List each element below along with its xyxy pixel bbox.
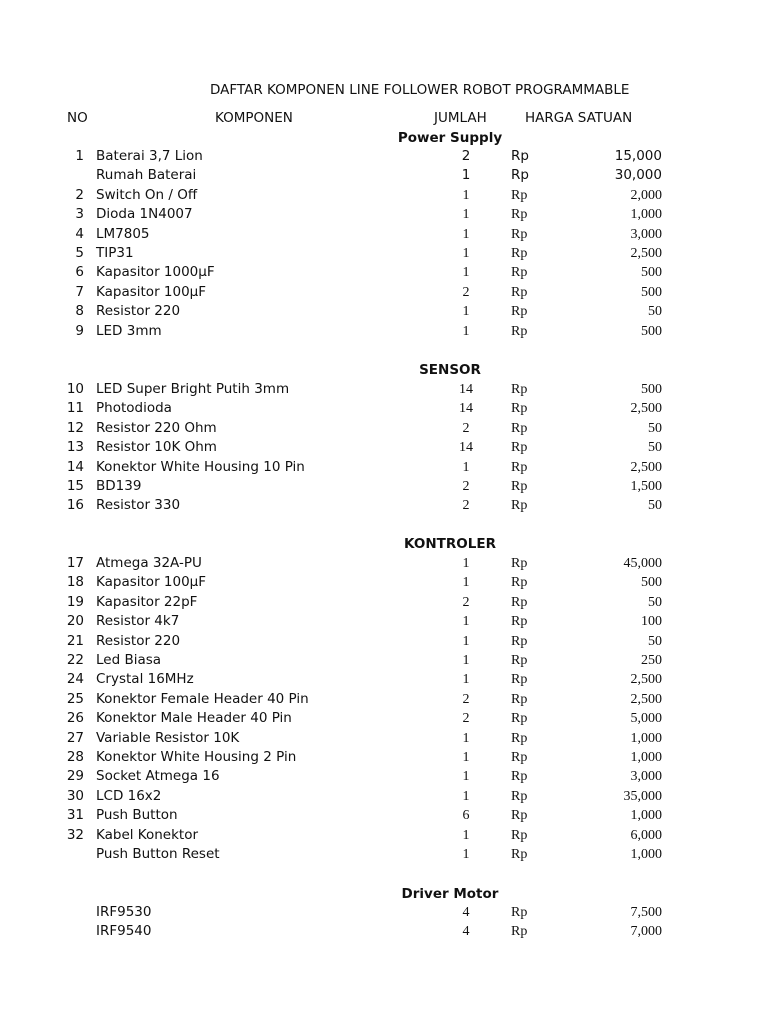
quantity: 1 bbox=[462, 575, 470, 591]
row-number: 2 bbox=[75, 186, 84, 203]
unit-price: 1,000 bbox=[630, 808, 662, 824]
table-row bbox=[0, 670, 768, 689]
table-row bbox=[0, 380, 768, 399]
row-number: 4 bbox=[75, 225, 84, 242]
unit-price: 100 bbox=[641, 614, 662, 630]
component-name: IRF9530 bbox=[96, 904, 152, 920]
unit-price: 500 bbox=[641, 323, 662, 339]
quantity: 1 bbox=[462, 226, 470, 242]
header-no: NO bbox=[67, 110, 88, 126]
currency: Rp bbox=[511, 653, 528, 668]
row-number: 15 bbox=[66, 478, 84, 494]
currency: Rp bbox=[511, 479, 528, 494]
component-name: LM7805 bbox=[96, 225, 150, 242]
unit-price: 50 bbox=[648, 594, 662, 610]
quantity: 2 bbox=[462, 691, 470, 707]
component-name: Socket Atmega 16 bbox=[96, 768, 220, 785]
table-row bbox=[0, 458, 768, 477]
component-name: Atmega 32A-PU bbox=[96, 555, 202, 571]
unit-price: 500 bbox=[641, 265, 662, 281]
currency: Rp bbox=[511, 187, 528, 203]
component-name: Crystal 16MHz bbox=[96, 671, 194, 688]
table-row bbox=[0, 477, 768, 496]
currency: Rp bbox=[511, 148, 529, 164]
quantity: 2 bbox=[462, 479, 470, 494]
unit-price: 2,000 bbox=[630, 187, 662, 203]
row-number: 1 bbox=[75, 148, 84, 164]
currency: Rp bbox=[511, 594, 528, 610]
row-number: 16 bbox=[66, 497, 84, 514]
quantity: 1 bbox=[462, 750, 470, 765]
unit-price: 2,500 bbox=[630, 459, 662, 475]
unit-price: 1,500 bbox=[630, 479, 662, 494]
unit-price: 35,000 bbox=[623, 788, 662, 804]
table-row bbox=[0, 806, 768, 825]
table-row bbox=[0, 826, 768, 845]
quantity: 2 bbox=[462, 594, 470, 610]
quantity: 1 bbox=[462, 672, 470, 688]
component-name: Photodioda bbox=[96, 400, 172, 417]
currency: Rp bbox=[511, 265, 528, 281]
table-row bbox=[0, 399, 768, 418]
component-name: Resistor 4k7 bbox=[96, 613, 180, 630]
row-number: 5 bbox=[75, 245, 84, 261]
table-row bbox=[0, 322, 768, 341]
quantity: 1 bbox=[462, 187, 470, 203]
section-heading bbox=[0, 360, 768, 380]
component-name: Push Button bbox=[96, 807, 178, 824]
currency: Rp bbox=[511, 730, 528, 746]
currency: Rp bbox=[511, 847, 528, 862]
quantity: 2 bbox=[461, 148, 471, 164]
section-title: Driver Motor bbox=[401, 886, 499, 902]
quantity: 1 bbox=[462, 847, 470, 862]
row-number: 32 bbox=[66, 826, 84, 843]
table-row bbox=[0, 748, 768, 767]
quantity: 1 bbox=[462, 323, 470, 339]
table-row bbox=[0, 147, 768, 166]
row-number: 9 bbox=[75, 322, 84, 339]
table-row bbox=[0, 186, 768, 205]
currency: Rp bbox=[511, 401, 528, 417]
unit-price: 50 bbox=[648, 498, 662, 514]
table-row bbox=[0, 922, 768, 941]
section-title: Power Supply bbox=[397, 130, 503, 146]
table-row bbox=[0, 302, 768, 321]
currency: Rp bbox=[511, 575, 528, 591]
table-row bbox=[0, 225, 768, 244]
unit-price: 2,500 bbox=[630, 401, 662, 417]
quantity: 1 bbox=[462, 788, 470, 804]
component-name: Resistor 330 bbox=[96, 497, 181, 514]
table-row bbox=[0, 632, 768, 651]
unit-price: 7,500 bbox=[630, 905, 662, 920]
quantity: 4 bbox=[462, 924, 470, 940]
row-number: 8 bbox=[75, 303, 84, 320]
table-row bbox=[0, 651, 768, 670]
component-name: Kapasitor 1000µF bbox=[96, 264, 215, 281]
unit-price: 1,000 bbox=[630, 847, 662, 862]
currency: Rp bbox=[511, 924, 528, 940]
unit-price: 500 bbox=[641, 284, 662, 300]
row-number: 14 bbox=[66, 458, 84, 475]
unit-price: 2,500 bbox=[630, 691, 662, 707]
currency: Rp bbox=[511, 284, 528, 300]
table-row bbox=[0, 845, 768, 864]
row-number: 30 bbox=[66, 787, 84, 804]
quantity: 2 bbox=[462, 498, 470, 514]
currency: Rp bbox=[511, 498, 528, 514]
row-number: 17 bbox=[66, 555, 84, 571]
table-row bbox=[0, 554, 768, 573]
row-number: 25 bbox=[66, 690, 84, 707]
currency: Rp bbox=[511, 769, 528, 785]
table-row bbox=[0, 787, 768, 806]
component-name: Baterai 3,7 Lion bbox=[96, 148, 203, 164]
row-number: 24 bbox=[66, 671, 84, 688]
table-row bbox=[0, 496, 768, 515]
row-number: 20 bbox=[66, 613, 84, 630]
quantity: 2 bbox=[462, 284, 470, 300]
unit-price: 1,000 bbox=[630, 207, 662, 223]
quantity: 14 bbox=[459, 382, 473, 397]
section-title: KONTROLER bbox=[404, 536, 496, 552]
currency: Rp bbox=[511, 226, 528, 242]
table-row bbox=[0, 438, 768, 457]
unit-price: 500 bbox=[641, 575, 662, 591]
unit-price: 45,000 bbox=[623, 556, 662, 571]
quantity: 1 bbox=[462, 207, 470, 223]
table-row bbox=[0, 709, 768, 728]
unit-price: 50 bbox=[648, 304, 662, 320]
unit-price: 50 bbox=[648, 440, 662, 456]
quantity: 1 bbox=[462, 459, 470, 475]
section-title: SENSOR bbox=[419, 362, 481, 378]
component-name: Konektor Male Header 40 Pin bbox=[96, 710, 292, 727]
component-name: BD139 bbox=[96, 478, 142, 494]
table-row bbox=[0, 729, 768, 748]
section-heading bbox=[0, 884, 768, 904]
quantity: 1 bbox=[462, 730, 470, 746]
row-number: 10 bbox=[66, 381, 84, 397]
currency: Rp bbox=[511, 420, 528, 436]
table-row bbox=[0, 903, 768, 922]
row-number: 18 bbox=[66, 574, 84, 591]
table-row bbox=[0, 612, 768, 631]
unit-price: 3,000 bbox=[630, 769, 662, 785]
unit-price: 1,000 bbox=[630, 730, 662, 746]
component-name: Resistor 220 bbox=[96, 632, 181, 649]
currency: Rp bbox=[511, 323, 528, 339]
component-name: Variable Resistor 10K bbox=[96, 729, 240, 746]
document-title: DAFTAR KOMPONEN LINE FOLLOWER ROBOT PROGRAMMABLE bbox=[210, 82, 630, 98]
table-row bbox=[0, 690, 768, 709]
table-row bbox=[0, 767, 768, 786]
currency: Rp bbox=[511, 614, 528, 630]
unit-price: 7,000 bbox=[630, 924, 662, 940]
quantity: 6 bbox=[462, 808, 470, 824]
component-name: TIP31 bbox=[96, 245, 134, 261]
unit-price: 3,000 bbox=[630, 226, 662, 242]
quantity: 1 bbox=[461, 167, 471, 184]
currency: Rp bbox=[511, 167, 529, 184]
component-name: Resistor 220 Ohm bbox=[96, 419, 217, 436]
row-number: 22 bbox=[66, 652, 84, 668]
component-name: LED 3mm bbox=[96, 322, 162, 339]
unit-price: 5,000 bbox=[630, 711, 662, 727]
currency: Rp bbox=[511, 808, 528, 824]
quantity: 1 bbox=[462, 769, 470, 785]
unit-price: 2,500 bbox=[630, 672, 662, 688]
quantity: 1 bbox=[462, 827, 470, 843]
quantity: 1 bbox=[462, 633, 470, 649]
section-heading bbox=[0, 128, 768, 148]
row-number: 21 bbox=[66, 632, 84, 649]
row-number: 28 bbox=[66, 749, 84, 765]
table-row bbox=[0, 263, 768, 282]
row-number: 13 bbox=[66, 439, 84, 456]
row-number: 7 bbox=[75, 283, 84, 300]
component-name: Dioda 1N4007 bbox=[96, 206, 193, 223]
table-row bbox=[0, 573, 768, 592]
table-row bbox=[0, 244, 768, 263]
quantity: 2 bbox=[462, 420, 470, 436]
row-number: 27 bbox=[66, 729, 84, 746]
quantity: 1 bbox=[462, 614, 470, 630]
unit-price: 6,000 bbox=[630, 827, 662, 843]
header-harga-satuan: HARGA SATUAN bbox=[525, 110, 633, 126]
component-name: Led Biasa bbox=[96, 652, 162, 668]
quantity: 4 bbox=[462, 905, 470, 920]
row-number: 26 bbox=[66, 710, 84, 727]
header-komponen: KOMPONEN bbox=[215, 110, 293, 126]
table-row bbox=[0, 419, 768, 438]
header-jumlah: JUMLAH bbox=[434, 110, 487, 126]
table-row bbox=[0, 166, 768, 185]
unit-price: 1,000 bbox=[630, 750, 662, 765]
unit-price: 50 bbox=[648, 633, 662, 649]
unit-price: 30,000 bbox=[614, 167, 662, 184]
unit-price: 500 bbox=[641, 382, 662, 397]
row-number: 3 bbox=[75, 206, 84, 223]
component-name: Kapasitor 100µF bbox=[96, 574, 207, 591]
currency: Rp bbox=[511, 788, 528, 804]
unit-price: 250 bbox=[641, 653, 662, 668]
component-name: Kapasitor 22pF bbox=[96, 593, 198, 610]
row-number: 6 bbox=[75, 264, 84, 281]
row-number: 12 bbox=[66, 419, 84, 436]
quantity: 14 bbox=[459, 440, 473, 456]
currency: Rp bbox=[511, 207, 528, 223]
quantity: 2 bbox=[462, 711, 470, 727]
component-name: IRF9540 bbox=[96, 923, 152, 940]
component-name: Rumah Baterai bbox=[96, 167, 197, 184]
component-name: Konektor White Housing 2 Pin bbox=[96, 749, 297, 765]
currency: Rp bbox=[511, 304, 528, 320]
component-name: Konektor Female Header 40 Pin bbox=[96, 690, 309, 707]
table-row bbox=[0, 283, 768, 302]
row-number: 11 bbox=[66, 400, 84, 417]
row-number: 29 bbox=[66, 768, 84, 785]
currency: Rp bbox=[511, 382, 528, 397]
component-name: LED Super Bright Putih 3mm bbox=[96, 381, 290, 397]
currency: Rp bbox=[511, 246, 528, 261]
currency: Rp bbox=[511, 711, 528, 727]
currency: Rp bbox=[511, 440, 528, 456]
quantity: 1 bbox=[462, 246, 470, 261]
currency: Rp bbox=[511, 750, 528, 765]
section-heading bbox=[0, 534, 768, 554]
quantity: 1 bbox=[462, 653, 470, 668]
component-name: Resistor 220 bbox=[96, 303, 181, 320]
quantity: 1 bbox=[462, 265, 470, 281]
currency: Rp bbox=[511, 556, 528, 571]
quantity: 1 bbox=[462, 556, 470, 571]
unit-price: 15,000 bbox=[614, 148, 662, 164]
table-row bbox=[0, 205, 768, 224]
component-name: Switch On / Off bbox=[96, 186, 198, 203]
component-name: Konektor White Housing 10 Pin bbox=[96, 458, 305, 475]
unit-price: 2,500 bbox=[630, 246, 662, 261]
component-name: Resistor 10K Ohm bbox=[96, 439, 217, 456]
component-name: Push Button Reset bbox=[96, 846, 220, 862]
currency: Rp bbox=[511, 459, 528, 475]
row-number: 31 bbox=[66, 807, 84, 824]
currency: Rp bbox=[511, 691, 528, 707]
row-number: 19 bbox=[66, 593, 84, 610]
table-row bbox=[0, 593, 768, 612]
quantity: 14 bbox=[459, 401, 473, 417]
component-name: Kabel Konektor bbox=[96, 826, 199, 843]
currency: Rp bbox=[511, 633, 528, 649]
currency: Rp bbox=[511, 905, 528, 920]
unit-price: 50 bbox=[648, 420, 662, 436]
quantity: 1 bbox=[462, 304, 470, 320]
currency: Rp bbox=[511, 672, 528, 688]
component-name: LCD 16x2 bbox=[96, 787, 162, 804]
component-name: Kapasitor 100µF bbox=[96, 283, 207, 300]
currency: Rp bbox=[511, 827, 528, 843]
